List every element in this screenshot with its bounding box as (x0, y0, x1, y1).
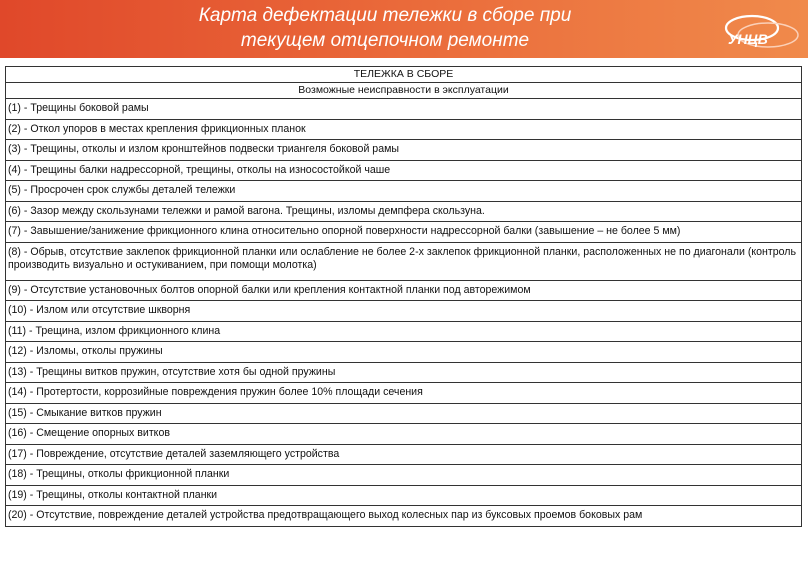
table-row: (15) - Смыкание витков пружин (6, 404, 801, 425)
table-row: (2) - Откол упоров в местах крепления фрикционных планок (6, 120, 801, 141)
table-row: (6) - Зазор между скользунами тележки и рамой вагона. Трещины, изломы демпфера скользуна. (6, 202, 801, 223)
table-row: (14) - Протертости, коррозийные повреждения пружин более 10% площади сечения (6, 383, 801, 404)
table-row: (16) - Смещение опорных витков (6, 424, 801, 445)
table-heading: ТЕЛЕЖКА В СБОРЕ (6, 67, 801, 83)
table-row: (11) - Трещина, излом фрикционного клина (6, 322, 801, 343)
table-row: (1) - Трещины боковой рамы (6, 99, 801, 120)
table-row: (5) - Просрочен срок службы деталей тележки (6, 181, 801, 202)
table-body (6, 99, 801, 527)
table-row: (17) - Повреждение, отсутствие деталей заземляющего устройства (6, 445, 801, 466)
table-row: (9) - Отсутствие установочных болтов опорной балки или крепления контактной планки под авторежимом (6, 281, 801, 302)
title-line-2: текущем отцепочном ремонте (240, 30, 530, 51)
table-row: (10) - Излом или отсутствие шкворня (6, 301, 801, 322)
table-row: (20) - Отсутствие, повреждение деталей устройства предотвращающего выход колесных пар из буксовых проемов боковых рам (8, 509, 643, 521)
table-row: (13) - Трещины витков пружин, отсутствие хотя бы одной пружины (6, 363, 801, 384)
table-subheading: Возможные неисправности в эксплуатации (6, 83, 801, 99)
title-line-1: Карта дефектации тележки в сборе при (198, 5, 572, 26)
table-row: (7) - Завышение/занижение фрикционного клина относительно опорной поверхности надрессорной балки (завышение – не более 5 мм) (6, 222, 801, 243)
table-row: (19) - Трещины, отколы контактной планки (6, 486, 801, 507)
table-row: (18) - Трещины, отколы фрикционной планки (6, 465, 801, 486)
table-row: (4) - Трещины балки надрессорной, трещины, отколы на износостойкой чаше (6, 161, 801, 182)
table-row: (12) - Изломы, отколы пружины (6, 342, 801, 363)
svg-text:УНЦВ: УНЦВ (728, 31, 768, 47)
table-row: (3) - Трещины, отколы и излом кронштейнов подвески триангеля боковой рамы (6, 140, 801, 161)
logo-icon (722, 13, 800, 51)
header-banner (0, 0, 808, 58)
page-title (0, 3, 770, 53)
table-row: (8) - Обрыв, отсутствие заклепок фрикционной планки или ослабление не более 2-х заклепок фрикционной планки, расположенных не по диагонали (контроль производить визуально и остукиванием, при помощи молотка) (6, 243, 801, 281)
defects-table (5, 66, 802, 527)
